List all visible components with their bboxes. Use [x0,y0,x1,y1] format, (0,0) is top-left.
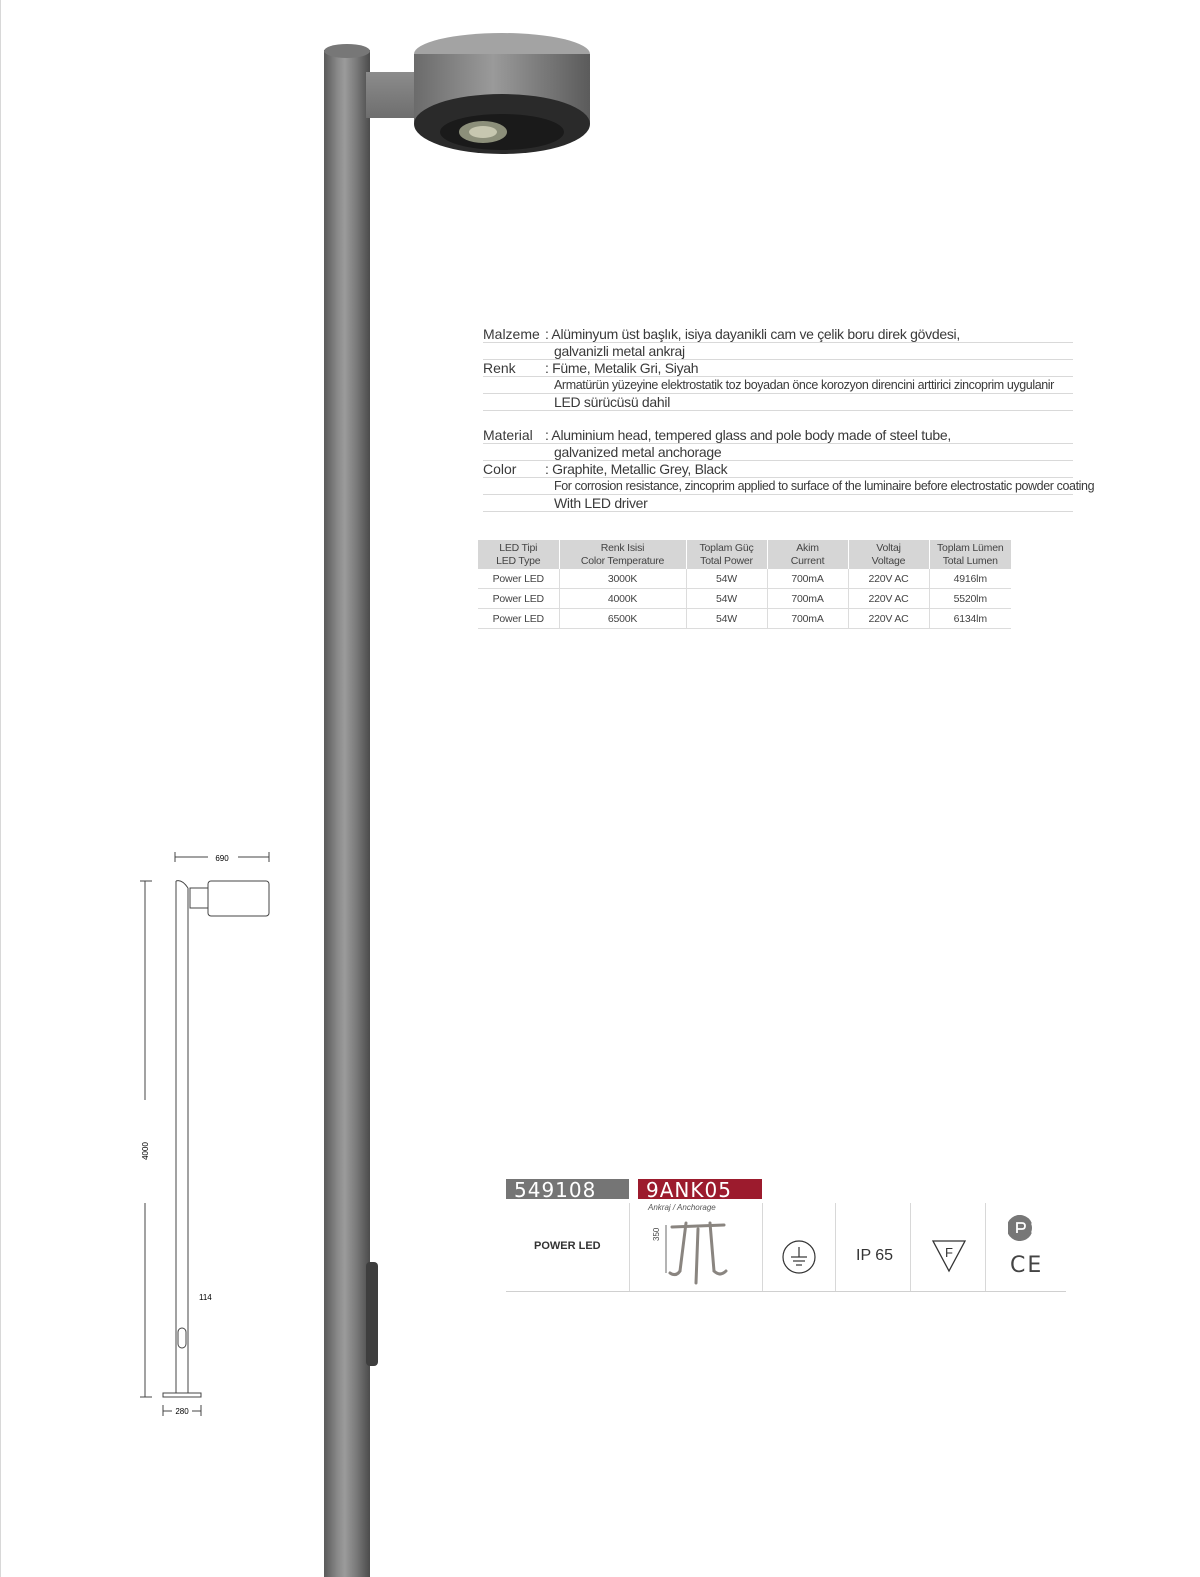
luminaire-arm [366,72,418,118]
spec-value: LED sürücüsü dahil [554,394,670,410]
dim-width-label: 690 [215,854,229,863]
table-cell: 3000K [559,569,686,589]
table-cell: 220V AC [848,609,929,629]
page-edge [0,0,1,1577]
luminaire-head [413,32,591,156]
spec-color-tr [483,360,1073,377]
product-info-strip [506,1203,1066,1292]
spec-value: : Füme, Metalik Gri, Siyah [545,360,699,376]
table-cell: 6500K [559,609,686,629]
table-cell: 220V AC [848,569,929,589]
light-source-label: POWER LED [534,1240,601,1252]
spec-label: Material [483,427,533,443]
light-source-cell [506,1203,630,1291]
ip-cell [836,1203,911,1291]
spec-label: Color [483,461,517,477]
table-cell: 6134lm [929,609,1011,629]
spec-value: galvanized metal anchorage [554,444,722,460]
table-cell: 54W [686,589,767,609]
spec-value: : Graphite, Metallic Grey, Black [545,461,728,477]
earth-cell [763,1203,836,1291]
table-cell: 54W [686,569,767,589]
table-cell: 4000K [559,589,686,609]
pct-cert-icon [1008,1215,1042,1241]
col-current: Akim Current [767,540,848,569]
table-cell: 4916lm [929,569,1011,589]
spec-driver-tr [483,394,1073,411]
earth-ground-icon [781,1239,817,1275]
spec-material-tr-cont [483,343,1073,360]
pole-photo [324,50,370,1577]
spec-value: For corrosion resistance, zincoprim applied to surface of the luminaire before electrostatic powder coating [554,479,1095,493]
table-header-row [478,540,1011,569]
table-cell: Power LED [478,609,559,629]
spec-color-en-cont [483,478,1095,495]
table-row [478,609,1011,629]
spec-color-en [483,461,1073,478]
anchorage-icon [658,1215,738,1287]
table-row [478,589,1011,609]
table-cell: Power LED [478,569,559,589]
spec-material-en [483,427,1073,444]
dim-pole-diameter-label: 114 [199,1293,212,1302]
table-cell: 700mA [767,569,848,589]
table-cell: 220V AC [848,589,929,609]
pole-service-door [366,1262,378,1366]
table-cell: Power LED [478,589,559,609]
table-row [478,569,1011,589]
spec-color-tr-cont [483,377,1073,394]
ce-mark: CE [1010,1253,1044,1278]
col-total-lumen: Toplam Lümen Total Lumen [929,540,1011,569]
col-color-temp: Renk Isisi Color Temperature [559,540,686,569]
col-led-type: LED Tipi LED Type [478,540,559,569]
spec-value: galvanizli metal ankraj [554,343,685,359]
led-spec-table [478,540,1011,629]
f-mark-icon [931,1239,967,1273]
f-mark-cell [911,1203,986,1291]
dim-base-label: 280 [175,1407,189,1416]
table-cell: 700mA [767,589,848,609]
table-cell: 54W [686,609,767,629]
spec-material-tr [483,326,1073,343]
specifications [483,326,1095,512]
spec-value: Armatürün yüzeyine elektrostatik toz boyadan önce korozyon direncini arttirici zincoprim uygulanir [554,378,1054,392]
dim-height-label: 4000 [141,1142,150,1160]
table-cell: 5520lm [929,589,1011,609]
anchorage-cell [630,1203,763,1291]
table-cell: 700mA [767,609,848,629]
spec-value: With LED driver [554,495,648,511]
certification-cell [986,1203,1066,1291]
anchorage-label: Ankraj / Anchorage [648,1203,716,1212]
spec-value: : Alüminyum üst başlık, isiya dayanikli cam ve çelik boru direk gövdesi, [545,326,960,342]
anchor-code-badge: 9ANK05 [638,1179,762,1199]
spec-label: Renk [483,360,516,376]
anchorage-depth-label: 350 [652,1227,661,1241]
pole-cap [324,44,370,58]
dimension-drawing [130,840,280,1430]
product-code-badge: 549108 [506,1179,629,1199]
ip-rating: IP 65 [856,1247,894,1264]
spec-material-en-cont [483,444,1073,461]
f-mark-label: F [945,1245,953,1260]
col-total-power: Toplam Güç Total Power [686,540,767,569]
spec-driver-en [483,495,1073,512]
spec-label: Malzeme [483,326,540,342]
col-voltage: Voltaj Voltage [848,540,929,569]
spec-value: : Aluminium head, tempered glass and pole body made of steel tube, [545,427,951,443]
